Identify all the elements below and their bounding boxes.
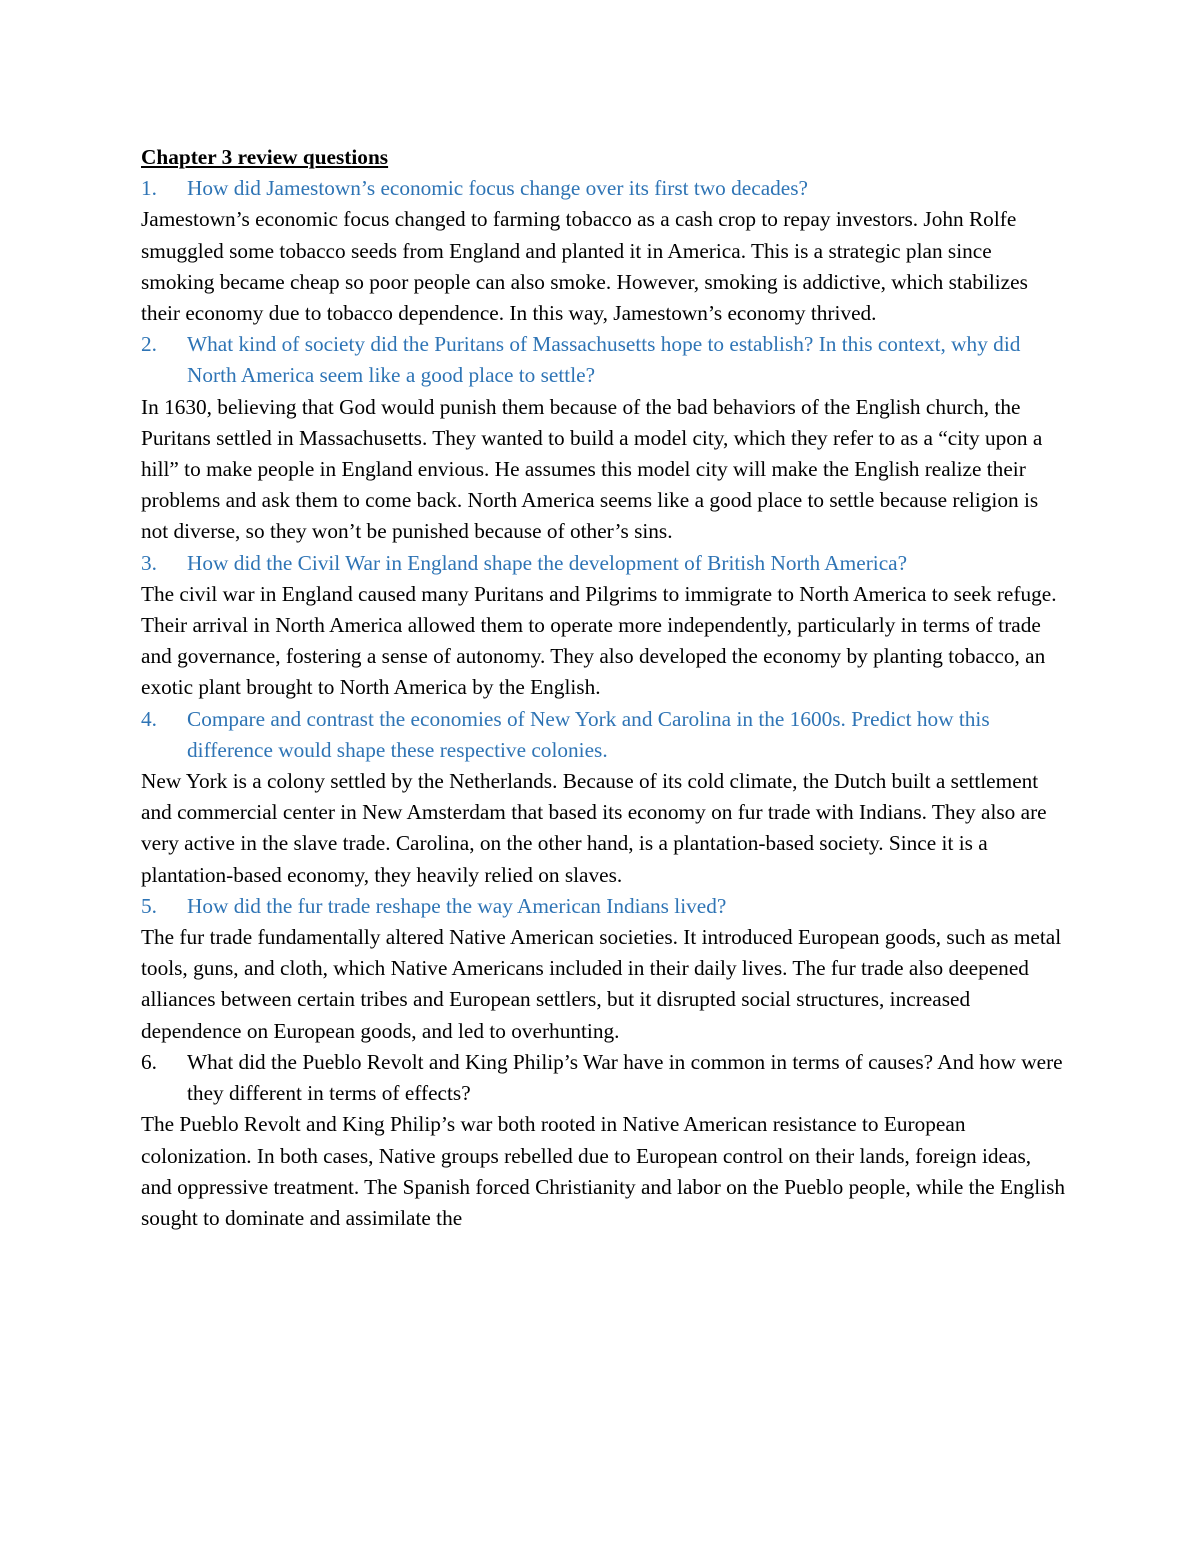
question-text: What kind of society did the Puritans of Massachusetts hope to establish? In this context, why did North America seem like a good place to settle?	[187, 332, 1021, 388]
question-text: How did the Civil War in England shape the development of British North America?	[187, 550, 908, 575]
question-4	[141, 704, 1066, 766]
question-number: 1.	[141, 176, 157, 201]
answer-2: In 1630, believing that God would punish them because of the bad behaviors of the English church, the Puritans settled in Massachusetts. They wanted to build a model city, which they refer to as a “city upon a hill” to make people in England envious. He assumes this model city will make the English realize their problems and ask them to come back. North America seems like a good place to settle because religion is not diverse, so they won’t be punished because of other’s sins.	[141, 394, 1043, 544]
document-title: Chapter 3 review questions	[141, 145, 389, 169]
question-number: 4.	[141, 706, 157, 731]
question-3	[141, 548, 1066, 579]
question-number: 6.	[141, 1049, 157, 1074]
qa-item-5	[141, 891, 1066, 1047]
question-text: How did the fur trade reshape the way American Indians lived?	[187, 893, 727, 918]
qa-item-3	[141, 548, 1066, 704]
question-text: Compare and contrast the economies of New York and Carolina in the 1600s. Predict how this difference would shape these respective colonies.	[187, 706, 990, 762]
question-text: How did Jamestown’s economic focus change over its first two decades?	[187, 176, 808, 201]
answer-6: The Pueblo Revolt and King Philip’s war both rooted in Native American resistance to European colonization. In both cases, Native groups rebelled due to European control on their lands, foreign ideas, and oppressive treatment. The Spanish forced Christianity and labor on the Pueblo people, while the English sought to dominate and assimilate the	[141, 1112, 1066, 1230]
question-number: 2.	[141, 332, 157, 357]
answer-3: The civil war in England caused many Puritans and Pilgrims to immigrate to North America to seek refuge. Their arrival in North America allowed them to operate more independently, particularly in terms of trade and governance, fostering a sense of autonomy. They also developed the economy by planting tobacco, an exotic plant brought to North America by the English.	[141, 581, 1057, 700]
question-1	[141, 173, 1066, 204]
answer-4: New York is a colony settled by the Netherlands. Because of its cold climate, the Dutch built a settlement and commercial center in New Amsterdam that based its economy on fur trade with Indians. They also are very active in the slave trade. Carolina, on the other hand, is a plantation-based society. Since it is a plantation-based economy, they heavily relied on slaves.	[141, 769, 1047, 887]
question-6	[141, 1047, 1066, 1109]
document-page	[141, 142, 1066, 1234]
answer-1: Jamestown’s economic focus changed to farming tobacco as a cash crop to repay investors. John Rolfe smuggled some tobacco seeds from England and planted it in America. This is a strategic plan since smoking became cheap so poor people can also smoke. However, smoking is addictive, which stabilizes their economy due to tobacco dependence. In this way, Jamestown’s economy thrived.	[141, 207, 1028, 326]
question-text: What did the Pueblo Revolt and King Philip’s War have in common in terms of causes? And how were they different in terms of effects?	[187, 1049, 1063, 1106]
question-2	[141, 329, 1066, 391]
question-number: 5.	[141, 893, 157, 918]
question-number: 3.	[141, 550, 157, 575]
question-5	[141, 891, 1066, 922]
qa-item-1	[141, 173, 1066, 329]
qa-item-6	[141, 1047, 1066, 1234]
qa-item-2	[141, 329, 1066, 547]
answer-5: The fur trade fundamentally altered Native American societies. It introduced European goods, such as metal tools, guns, and cloth, which Native Americans included in their daily lives. The fur trade also deepened alliances between certain tribes and European settlers, but it disrupted social structures, increased dependence on European goods, and led to overhunting.	[141, 925, 1062, 1043]
qa-item-4	[141, 704, 1066, 891]
